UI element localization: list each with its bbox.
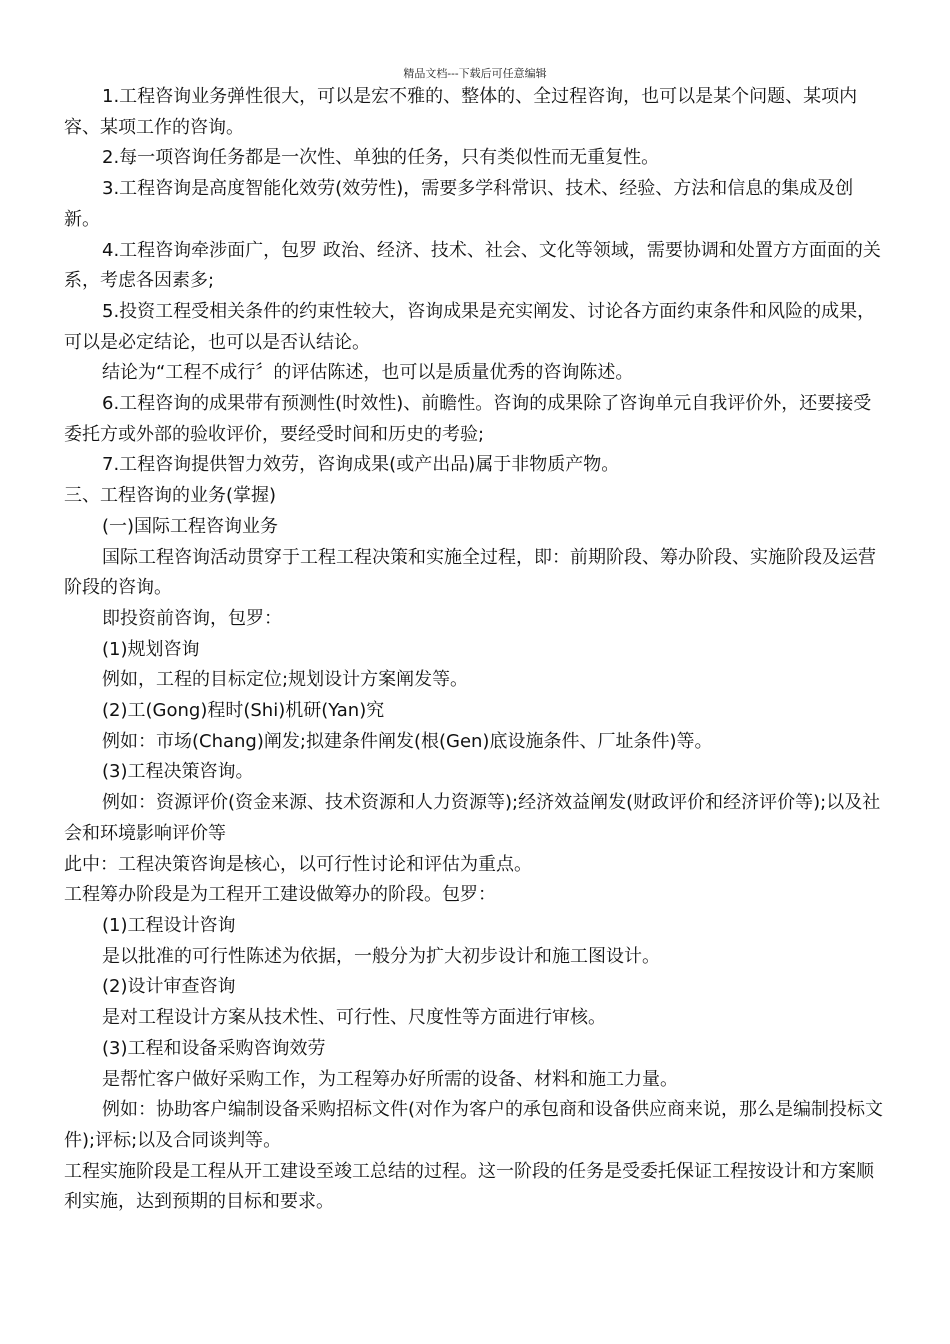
paragraph-7: 7.工程咨询提供智力效劳，咨询成果(或产出品)属于非物质产物。 (102, 454, 620, 476)
paragraph-3: 3.工程咨询是高度智能化效劳(效劳性)，需要多学科常识、技术、经验、方法和信息的集成及创新。 (64, 178, 854, 230)
section-heading-3: 三、工程咨询的业务(掌握) (64, 485, 277, 507)
list-item-design-consulting: (1)工程设计咨询 (102, 914, 236, 936)
example-procurement: 例如：协助客户编制设备采购招标文件(对作为客户的承包商和设备供应商来说，那么是编制投标文件);评标;以及合同谈判等。 (64, 1099, 884, 1151)
desc-design-consulting: 是以批准的可行性陈述为依据，一般分为扩大初步设计和施工图设计。 (102, 945, 660, 967)
example-planning: 例如，工程的目标定位;规划设计方案阐发等。 (102, 669, 469, 691)
paragraph-1: 1.工程咨询业务弹性很大，可以是宏不雅的、整体的、全过程咨询，也可以是某个问题、某项内容、某项工作的咨询。 (64, 86, 858, 138)
paragraph-5: 5.投资工程受相关条件的约束性较大，咨询成果是充实阐发、讨论各方面约束条件和风险的成果，可以是必定结论，也可以是否认结论。 (64, 300, 876, 353)
list-item-procurement: (3)工程和设备采购咨询效劳 (102, 1037, 326, 1059)
paragraph-4: 4.工程咨询牵涉面广，包罗 政治、经济、技术、社会、文化等领域，需要协调和处置方方面面的关系，考虑各因素多; (64, 239, 881, 292)
paragraph-conclusion: 结论为“工程不成行〞的评估陈述，也可以是质量优秀的咨询陈述。 (102, 362, 634, 384)
paragraph-pre-investment: 即投资前咨询，包罗： (102, 607, 282, 629)
subsection-heading-international: (一)国际工程咨询业务 (102, 515, 279, 537)
list-item-design-review: (2)设计审查咨询 (102, 976, 236, 998)
desc-procurement: 是帮忙客户做好采购工作，为工程筹办好所需的设备、材料和施工力量。 (102, 1068, 678, 1090)
paragraph-6: 6.工程咨询的成果带有预测性(时效性)、前瞻性。咨询的成果除了咨询单元自我评价外，还要接受委托方或外部的验收评价，要经受时间和历史的考验; (64, 393, 872, 445)
list-item-planning: (1)规划咨询 (102, 638, 200, 660)
paragraph-2: 2.每一项咨询任务都是一次性、单独的任务，只有类似性而无重复性。 (102, 147, 660, 169)
document-body (64, 82, 888, 1218)
paragraph-core-note: 此中：工程决策咨询是核心，以可行性讨论和评估为重点。 (64, 853, 532, 875)
paragraph-preparation-stage: 工程筹办阶段是为工程开工建设做筹办的阶段。包罗： (64, 884, 496, 906)
paragraph-implementation-stage: 工程实施阶段是工程从开工建设至竣工总结的过程。这一阶段的任务是受委托保证工程按设计和方案顺利实施，达到预期的目标和要求。 (64, 1160, 874, 1213)
list-item-opportunity-study: (2)工(Gong)程时(Shi)机研(Yan)究 (102, 700, 385, 722)
page-header: 精品文档---下载后可任意编辑 (403, 67, 547, 80)
paragraph-international-consulting: 国际工程咨询活动贯穿于工程工程决策和实施全过程，即：前期阶段、筹办阶段、实施阶段及运营阶段的咨询。 (64, 546, 876, 599)
example-decision-consulting: 例如：资源评价(资金来源、技术资源和人力资源等);经济效益阐发(财政评价和经济评价等);以及社会和环境影响评价等 (64, 792, 881, 844)
list-item-decision-consulting: (3)工程决策咨询。 (102, 761, 254, 783)
example-opportunity-study: 例如：市场(Chang)阐发;拟建条件阐发(根(Gen)底设施条件、厂址条件)等。 (102, 730, 713, 752)
desc-design-review: 是对工程设计方案从技术性、可行性、尺度性等方面进行审核。 (102, 1007, 606, 1029)
